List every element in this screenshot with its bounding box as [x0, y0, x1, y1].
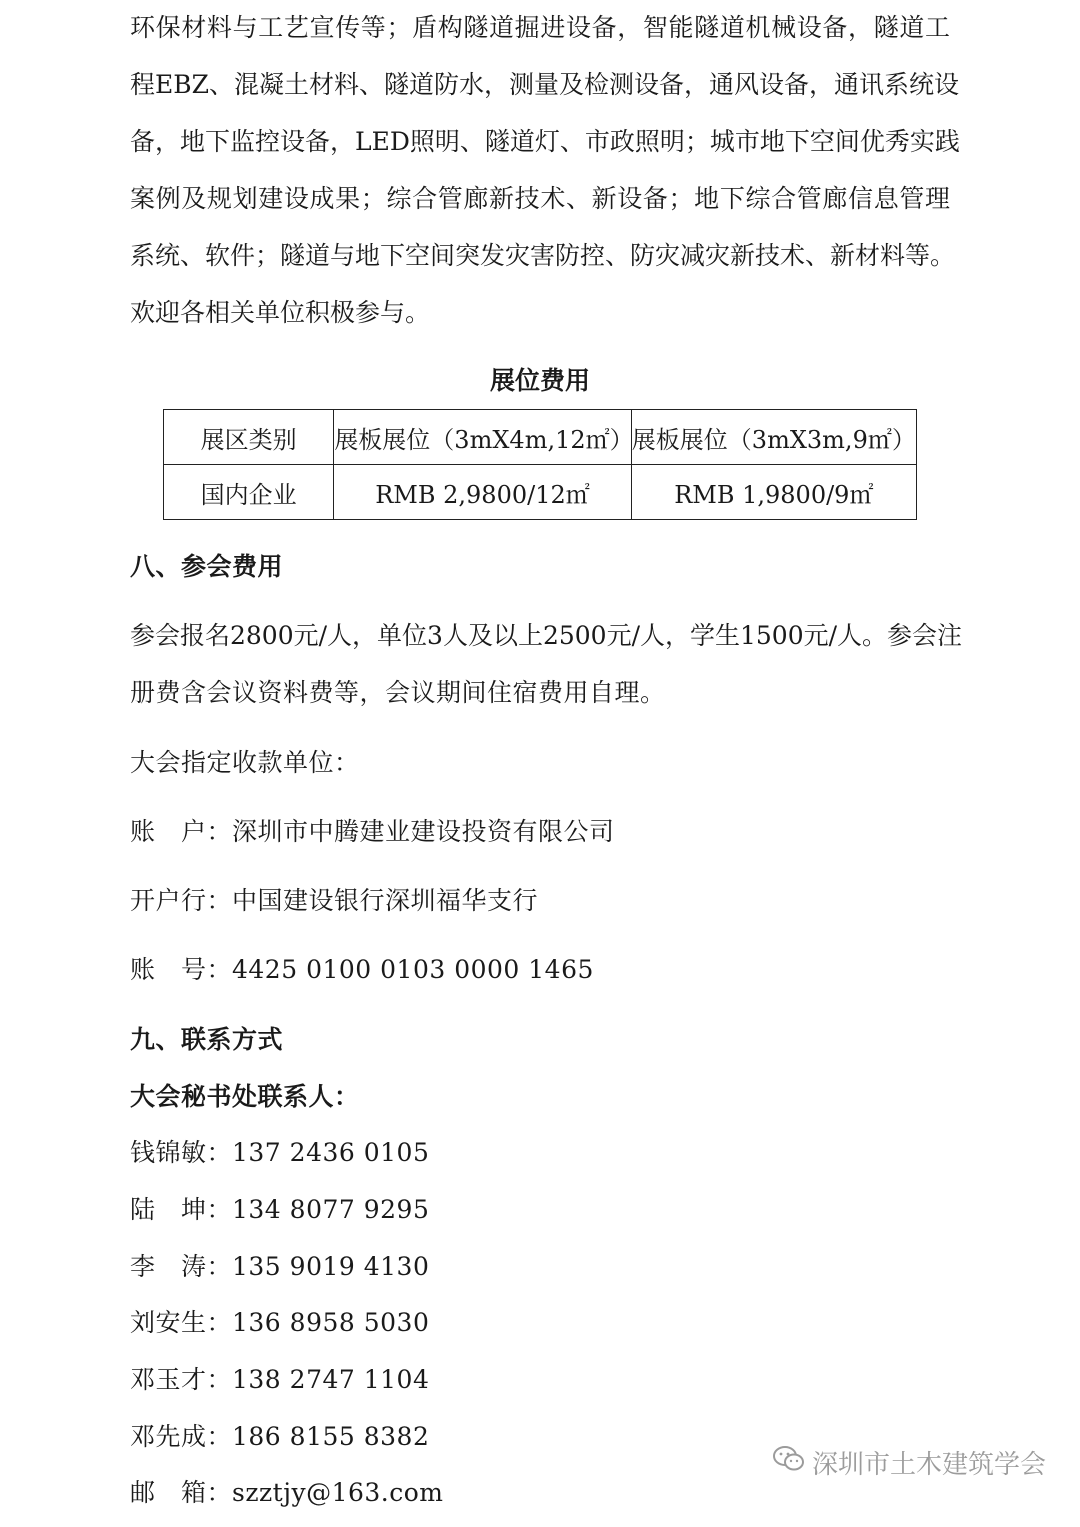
contact-line: 邓先成：186 8155 8382 — [130, 1422, 430, 1451]
email-line: 邮 箱：szztjy@163.com — [130, 1478, 444, 1507]
payee-label: 大会指定收款单位： — [130, 748, 360, 777]
section9-heading: 九、联系方式 — [130, 1025, 284, 1054]
contact-line: 刘安生：136 8958 5030 — [130, 1308, 430, 1337]
intro-line: 案例及规划建设成果；综合管廊新技术、新设备；地下综合管廊信息管理 — [130, 184, 950, 213]
contact-line: 邓玉才：138 2747 1104 — [130, 1365, 430, 1394]
section8-paragraph-line: 参会报名2800元/人，单位3人及以上2500元/人，学生1500元/人。参会注 — [130, 621, 963, 650]
table-header-row — [164, 410, 917, 465]
table-cell: RMB 2,9800/12㎡ — [334, 465, 631, 520]
intro-line: 环保材料与工艺宣传等；盾构隧道掘进设备，智能隧道机械设备，隧道工 — [130, 13, 950, 42]
account-name: 账 户：深圳市中腾建业建设投资有限公司 — [130, 817, 615, 846]
table-header-cell: 展板展位（3mX4m,12㎡） — [334, 410, 631, 465]
contacts-subheading: 大会秘书处联系人： — [130, 1082, 360, 1111]
contact-line: 陆 坤：134 8077 9295 — [130, 1195, 430, 1224]
contact-line: 李 涛：135 9019 4130 — [130, 1252, 430, 1281]
section8-paragraph-line: 册费含会议资料费等，会议期间住宿费用自理。 — [130, 678, 666, 707]
bank-name: 开户行：中国建设银行深圳福华支行 — [130, 886, 539, 915]
intro-line: 备，地下监控设备，LED照明、隧道灯、市政照明；城市地下空间优秀实践 — [130, 127, 960, 156]
table-header-cell: 展板展位（3mX3m,9㎡） — [631, 410, 916, 465]
table-header-cell: 展区类别 — [164, 410, 334, 465]
table-row — [164, 465, 917, 520]
intro-line: 程EBZ、混凝土材料、隧道防水，测量及检测设备，通风设备，通讯系统设 — [130, 70, 959, 99]
table-cell: RMB 1,9800/9㎡ — [631, 465, 916, 520]
booth-table-title: 展位费用 — [489, 366, 590, 395]
watermark-text: 深圳市土木建筑学会 — [811, 1450, 1046, 1480]
booth-fee-table — [163, 409, 917, 520]
section8-heading: 八、参会费用 — [130, 552, 284, 581]
intro-line: 系统、软件；隧道与地下空间突发灾害防控、防灾减灾新技术、新材料等。 — [130, 241, 956, 270]
wechat-icon — [772, 1444, 812, 1481]
watermark — [772, 1444, 1046, 1481]
intro-line: 欢迎各相关单位积极参与。 — [130, 298, 431, 327]
table-cell: 国内企业 — [164, 465, 334, 520]
contact-line: 钱锦敏：137 2436 0105 — [130, 1138, 430, 1167]
account-number: 账 号：4425 0100 0103 0000 1465 — [130, 955, 594, 984]
